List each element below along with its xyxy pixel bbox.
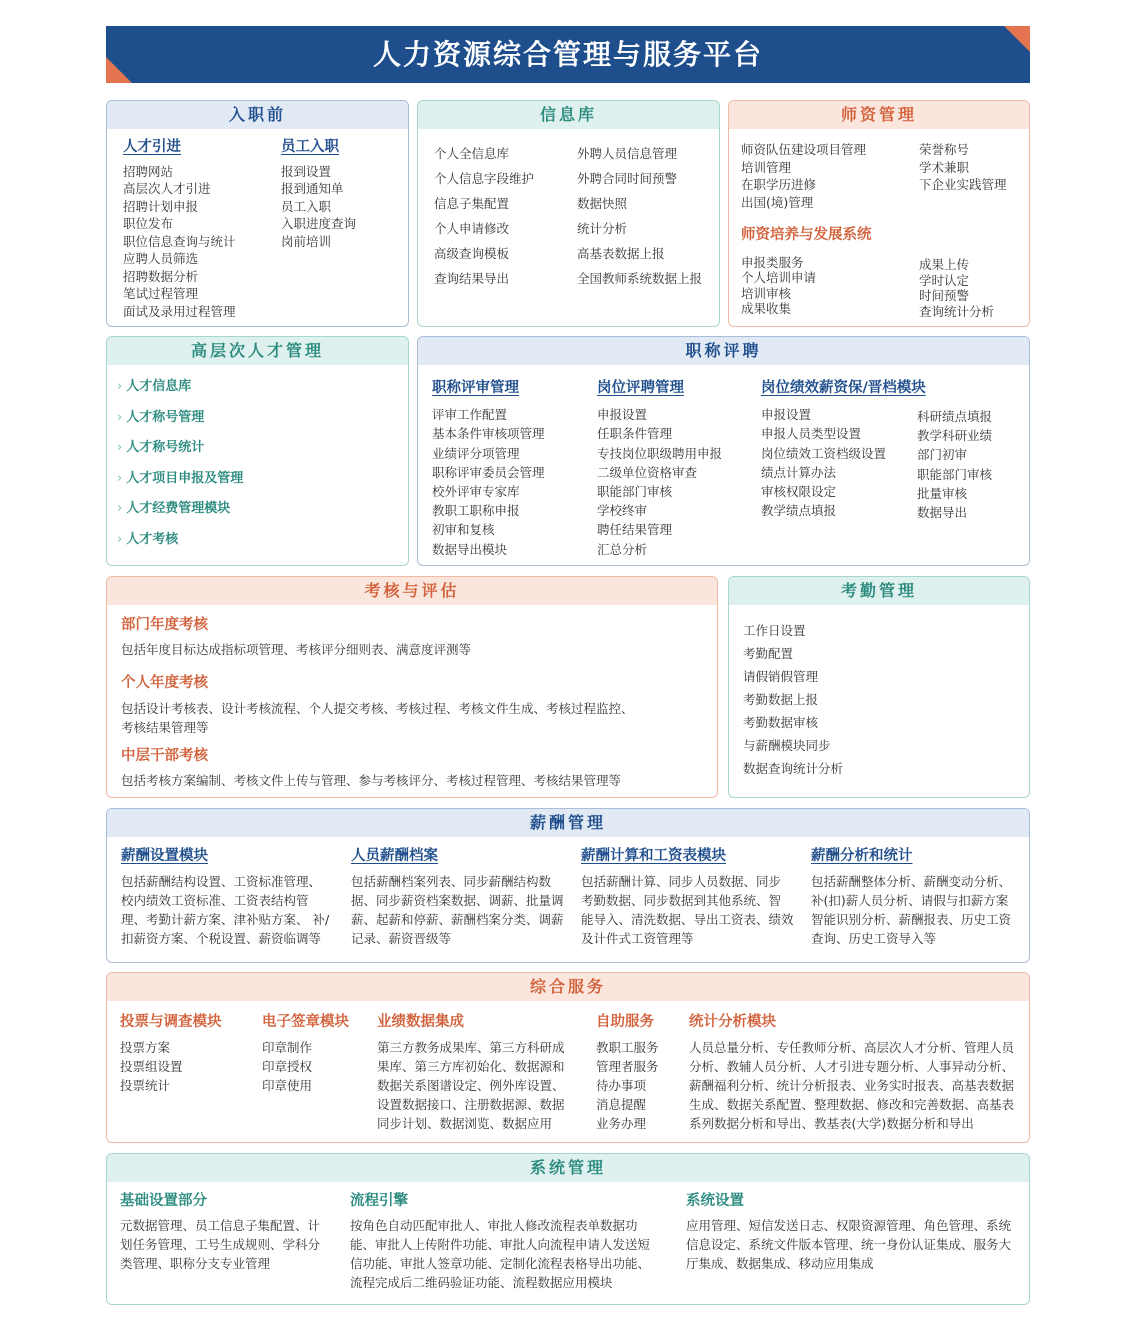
system-settings-column: [686, 1192, 1011, 1273]
section-text: 划任务管理、工号生成规则、学科分: [120, 1237, 321, 1252]
talent-list: [117, 377, 243, 560]
esign-column: [262, 1013, 349, 1095]
section-text: 校内绩效工资标准、工资表结构管: [121, 893, 309, 908]
list-item: 学术兼职: [919, 159, 970, 175]
list-item: 成果收集: [741, 301, 792, 316]
section-text: 包括考核方案编制、考核文件上传与管理、参与考核评分、考核过程管理、考核结果管理等: [121, 772, 622, 788]
faculty-dev-right-column: [919, 257, 994, 319]
list-item: 教职工职称申报: [432, 503, 520, 519]
list-item: › 人才信息库: [117, 379, 192, 394]
middle-cadre-assessment: [121, 748, 621, 789]
section-title: 流程引擎: [350, 1193, 408, 1209]
panel-header: 信息库: [418, 101, 719, 129]
list-item: 荣誉称号: [919, 142, 970, 157]
section-text: 及计件式工资管理等: [581, 931, 694, 946]
list-item: 查询统计分析: [919, 303, 995, 319]
list-item: 初审和复核: [432, 522, 495, 538]
page-banner: [106, 26, 1030, 83]
list-item: 个人培训申请: [741, 270, 817, 285]
list-item: 任职条件管理: [597, 426, 673, 442]
section-text: 果库、第三方库初始化、数据源和: [377, 1059, 565, 1074]
list-item: 申报类服务: [741, 254, 804, 270]
list-item: 数据快照: [577, 196, 628, 211]
section-title: 人才引进: [123, 139, 181, 155]
panel-header: 高层次人才管理: [107, 337, 408, 365]
list-item: 应聘人员筛选: [123, 251, 199, 266]
section-title: 人员薪酬档案: [351, 848, 438, 864]
list-item: 入职进度查询: [281, 216, 357, 231]
performance-data-column: [377, 1013, 565, 1133]
chevron-right-icon: ›: [117, 379, 123, 394]
talent-column: [123, 139, 236, 320]
performance-pay-column: [761, 379, 926, 520]
list-item: 与薪酬模块同步: [743, 738, 831, 753]
list-item: 管理者服务: [596, 1059, 659, 1074]
list-item: 培训审核: [741, 285, 792, 301]
salary-analysis-column: [811, 847, 1011, 948]
section-text: 应用管理、短信发送日志、权限资源管理、角色管理、系统: [686, 1218, 1012, 1233]
list-item: 待办事项: [596, 1078, 647, 1093]
list-item: 招聘数据分析: [123, 268, 199, 284]
attendance-panel: [728, 576, 1030, 798]
list-item: 职能部门审核: [597, 484, 673, 500]
salary-settings-column: [121, 847, 329, 948]
list-item: 高层次人才引进: [123, 181, 211, 196]
salary-records-column: [351, 847, 564, 948]
statistics-column: [689, 1013, 1014, 1133]
list-item: 在职学历进修: [741, 177, 817, 192]
section-title: 职称评审管理: [432, 380, 519, 396]
list-item: 招聘网站: [123, 163, 174, 179]
section-text: 按角色自动匹配审批人、审批人修改流程表单数据功: [350, 1218, 638, 1233]
section-text: 元数据管理、员工信息子集配置、计: [120, 1218, 321, 1233]
list-item: 职位发布: [123, 216, 174, 231]
list-item: 考勤配置: [743, 646, 794, 661]
section-text: 补(扣)薪人员分析、请假与扣薪方案: [811, 893, 1009, 908]
section-text: 类管理、职称分支专业管理: [120, 1256, 271, 1271]
list-item: 职称评审委员会管理: [432, 464, 545, 480]
list-item: 业务办理: [596, 1116, 647, 1131]
section-title: 统计分析模块: [689, 1014, 776, 1030]
list-item: 数据查询统计分析: [743, 761, 844, 776]
list-item: 培训管理: [741, 159, 792, 175]
list-item: 个人全信息库: [434, 146, 510, 161]
list-item: 报到通知单: [281, 181, 344, 196]
list-item: 申报人员类型设置: [761, 426, 862, 442]
list-item: 岗位绩效工资档级设置: [761, 445, 887, 461]
section-title: 自助服务: [596, 1014, 654, 1030]
onboarding-panel: [106, 100, 409, 327]
section-text: 能、审批人上传附件功能、审批人向流程申请人发送短: [350, 1237, 651, 1252]
basic-settings-column: [120, 1192, 320, 1273]
panel-header: 考核与评估: [107, 577, 717, 605]
system-panel: [106, 1153, 1030, 1305]
list-item: 查询结果导出: [434, 271, 510, 286]
chevron-right-icon: ›: [117, 470, 123, 486]
attendance-list: [743, 619, 843, 780]
section-text: 包括年度目标达成指标项管理、考核评分细则表、满意度评测等: [121, 641, 472, 657]
list-item: › 人才经费管理模块: [117, 501, 231, 516]
list-item: › 人才称号管理: [117, 409, 205, 425]
section-text: 流程完成后二维码验证功能、流程数据应用模块: [350, 1275, 613, 1290]
section-text: 同步计划、数据浏览、数据应用: [377, 1116, 553, 1131]
performance-pay-column-2: [917, 407, 992, 522]
personal-assessment: [121, 674, 634, 737]
list-item: 印章使用: [262, 1078, 313, 1093]
list-item: 申报设置: [761, 407, 812, 423]
list-item: › 人才考核: [117, 531, 179, 547]
list-item: 考勤数据审核: [743, 715, 819, 730]
list-item: 职能部门审核: [917, 466, 993, 482]
vote-column: [120, 1013, 222, 1095]
section-title: 个人年度考核: [121, 675, 208, 691]
list-item: 外聘合同时间预警: [577, 171, 678, 186]
list-item: 二级单位资格审查: [597, 464, 698, 480]
list-item: 申报设置: [597, 407, 648, 423]
page-title: 人力资源综合管理与服务平台: [372, 38, 763, 71]
section-text: 厅集成、数据集成、移动应用集成: [686, 1256, 874, 1271]
list-item: 岗前培训: [281, 233, 332, 249]
section-text: 人员总量分析、专任教师分析、高层次人才分析、管理人员: [689, 1040, 1015, 1055]
list-item: 工作日设置: [743, 623, 806, 638]
list-item: 学时认定: [919, 272, 970, 288]
list-item: 投票统计: [120, 1078, 171, 1093]
list-item: 聘任结果管理: [597, 522, 673, 538]
panel-header: 入职前: [107, 101, 408, 129]
info-right-column: [577, 141, 702, 291]
chevron-right-icon: ›: [117, 531, 123, 547]
section-title: 基础设置部分: [120, 1193, 207, 1209]
faculty-panel: [728, 100, 1030, 327]
list-item: 投票方案: [120, 1040, 171, 1055]
list-item: 高基表数据上报: [577, 246, 665, 261]
section-text: 查询、历史工资导入等: [811, 931, 937, 946]
list-item: 报到设置: [281, 163, 332, 179]
faculty-left-column: [741, 141, 866, 211]
list-item: 批量审核: [917, 485, 968, 501]
section-title: 薪酬分析和统计: [811, 848, 913, 864]
list-item: 印章授权: [262, 1059, 313, 1074]
section-text: 扣薪资方案、个税设置、薪资临调等: [121, 931, 322, 946]
list-item: 信息子集配置: [434, 196, 510, 211]
panel-header: 考勤管理: [729, 577, 1029, 605]
section-text: 信功能、审批人签章功能、定制化流程表格导出功能、: [350, 1256, 651, 1271]
section-title: 薪酬计算和工资表模块: [581, 848, 726, 864]
section-title: 薪酬设置模块: [121, 848, 208, 864]
section-title: 部门年度考核: [121, 617, 208, 633]
list-item: 汇总分析: [597, 541, 648, 557]
section-text: 记录、薪资晋级等: [351, 931, 452, 946]
panel-header: 综合服务: [107, 973, 1029, 1001]
list-item: 统计分析: [577, 221, 628, 236]
section-text: 信息设定、系统文件版本管理、统一身份认证集成、服务大: [686, 1237, 1012, 1252]
list-item: 招聘计划申报: [123, 198, 199, 214]
list-item: 消息提醒: [596, 1097, 647, 1112]
salary-panel: [106, 808, 1030, 963]
list-item: 成果上传: [919, 257, 970, 272]
list-item: 投票组设置: [120, 1059, 183, 1074]
section-text: 薪酬福利分析、统计分析报表、业务实时报表、高基表数据: [689, 1078, 1015, 1093]
list-item: 笔试过程管理: [123, 286, 199, 301]
list-item: 面试及录用过程管理: [123, 303, 236, 319]
section-text: 设置数据接口、注册数据源、数据: [377, 1097, 565, 1112]
faculty-right-column: [919, 141, 1007, 194]
list-item: 外聘人员信息管理: [577, 146, 678, 161]
list-item: › 人才项目申报及管理: [117, 470, 244, 486]
list-item: 学校终审: [597, 503, 648, 519]
panel-header: 系统管理: [107, 1154, 1029, 1182]
list-item: 数据导出: [917, 505, 968, 521]
post-review-column: [597, 379, 722, 559]
self-service-column: [596, 1013, 659, 1133]
list-item: 教学科研业绩: [917, 428, 993, 444]
salary-calc-column: [581, 847, 794, 948]
section-title: 师资培养与发展系统: [741, 227, 872, 243]
faculty-dev-column: [741, 227, 872, 317]
section-title: 中层干部考核: [121, 748, 208, 764]
banner-corner-left: [106, 57, 132, 83]
list-item: 科研绩点填报: [917, 409, 993, 424]
list-item: 职位信息查询与统计: [123, 233, 236, 249]
list-item: › 人才称号统计: [117, 440, 205, 455]
list-item: 请假销假管理: [743, 669, 819, 684]
section-title: 岗位评聘管理: [597, 380, 684, 396]
list-item: 教学绩点填报: [761, 503, 837, 519]
chevron-right-icon: ›: [117, 409, 123, 425]
panel-header: 职称评聘: [418, 337, 1029, 365]
list-item: 个人信息字段维护: [434, 171, 535, 186]
assessment-panel: [106, 576, 718, 798]
section-text: 生成、数据关系配置、整理数据、修改和完善数据、高基表: [689, 1097, 1015, 1112]
section-text: 包括设计考核表、设计考核流程、个人提交考核、考核过程、考核文件生成、考核过程监控、: [121, 701, 634, 716]
section-text: 智能识别分析、薪酬报表、历史工资: [811, 912, 1012, 927]
section-title: 系统设置: [686, 1193, 744, 1209]
section-text: 考勤数据、同步数据到其他系统、智: [581, 893, 782, 908]
list-item: 师资队伍建设项目管理: [741, 142, 867, 157]
section-text: 系列数据分析和导出、教基表(大学)数据分析和导出: [689, 1116, 974, 1131]
list-item: 员工入职: [281, 198, 332, 214]
dept-assessment: [121, 617, 471, 658]
section-title: 岗位绩效薪资保/晋档模块: [761, 380, 926, 396]
list-item: 评审工作配置: [432, 407, 508, 423]
list-item: 校外评审专家库: [432, 484, 520, 500]
section-text: 包括薪酬档案列表、同步薪酬结构数: [351, 874, 552, 889]
section-title: 电子签章模块: [262, 1014, 349, 1030]
list-item: 基本条件审核项管理: [432, 426, 545, 442]
list-item: 审核权限设定: [761, 484, 837, 500]
chevron-right-icon: ›: [117, 501, 123, 516]
section-text: 据、同步薪资档案数据、调薪、批量调: [351, 893, 564, 908]
list-item: 出国(境)管理: [741, 194, 814, 210]
list-item: 数据导出模块: [432, 541, 508, 557]
section-text: 能导入、清洗数据、导出工资表、绩效: [581, 912, 794, 927]
section-title: 投票与调查模块: [120, 1014, 222, 1030]
section-title: 员工入职: [281, 139, 339, 155]
list-item: 时间预警: [919, 288, 970, 303]
panel-header: 师资管理: [729, 101, 1029, 129]
section-text: 考核结果管理等: [121, 720, 209, 735]
list-item: 业绩评分项管理: [432, 445, 520, 461]
chevron-right-icon: ›: [117, 440, 123, 455]
info-left-column: [434, 141, 534, 291]
list-item: 专技岗位职级聘用申报: [597, 445, 723, 461]
section-text: 理、考勤计薪方案、津补贴方案、 补/: [121, 912, 330, 927]
list-item: 印章制作: [262, 1040, 313, 1055]
info-panel: [417, 100, 720, 327]
section-text: 第三方教务成果库、第三方科研成: [377, 1040, 565, 1055]
section-text: 薪、起薪和停薪、薪酬档案分类、调薪: [351, 912, 564, 927]
section-text: 数据关系图谱设定、例外库设置、: [377, 1078, 565, 1093]
high-level-talent-panel: [106, 336, 409, 566]
list-item: 高级查询模板: [434, 246, 510, 261]
section-text: 包括薪酬计算、同步人员数据、同步: [581, 874, 782, 889]
panel-header: 薪酬管理: [107, 809, 1029, 837]
service-panel: [106, 972, 1030, 1143]
banner-corner-right: [1004, 26, 1030, 52]
list-item: 下企业实践管理: [919, 177, 1007, 192]
list-item: 绩点计算办法: [761, 464, 837, 480]
section-text: 分析、教辅人员分析、人才引进专题分析、人事异动分析、: [689, 1059, 1015, 1074]
title-review-column: [432, 379, 545, 559]
section-text: 包括薪酬结构设置、工资标准管理、: [121, 874, 322, 889]
employee-column: [281, 139, 356, 250]
list-item: 全国教师系统数据上报: [577, 271, 703, 286]
list-item: 个人申请修改: [434, 221, 510, 236]
list-item: 部门初审: [917, 447, 968, 463]
list-item: 考勤数据上报: [743, 692, 819, 707]
section-title: 业绩数据集成: [377, 1014, 464, 1030]
section-text: 包括薪酬整体分析、薪酬变动分析、: [811, 874, 1012, 889]
list-item: 教职工服务: [596, 1040, 659, 1055]
title-evaluation-panel: [417, 336, 1030, 566]
workflow-engine-column: [350, 1192, 650, 1292]
